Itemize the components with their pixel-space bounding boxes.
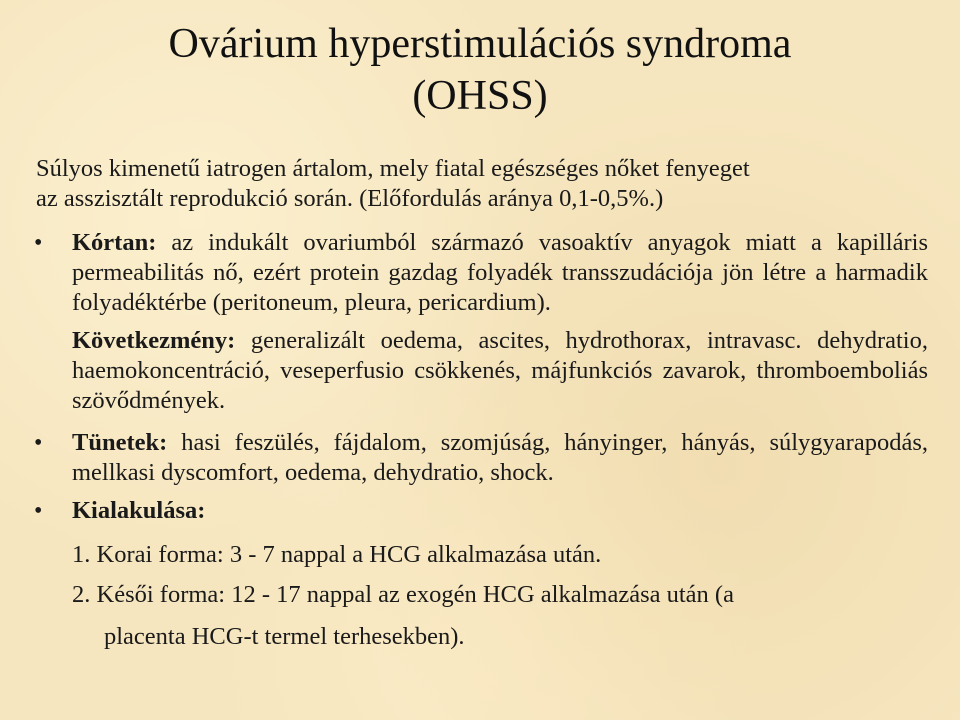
bullet-dot-icon: • [34, 230, 43, 256]
kortan-paragraph [72, 228, 928, 318]
intro-line-2: az asszisztált reprodukció során. (Előfordulás aránya 0,1-0,5%.) [36, 185, 664, 212]
bullet-kortan [32, 228, 928, 416]
tunetek-paragraph [72, 428, 928, 488]
form-item-2-continuation: placenta HCG-t termel terhesekben). [104, 623, 465, 650]
kortan-text: az indukált ovariumból származó vasoaktív anyagok miatt a kapilláris permeabilitás nő, ezért protein gazdag folyadék transszudációja jön létre a harmadik folyadéktérbe (peritoneum, pleura, pericardium). [72, 229, 928, 316]
bullet-tunetek [32, 428, 928, 488]
intro-line-1: Súlyos kimenetű iatrogen ártalom, mely fiatal egészséges nőket fenyeget [36, 155, 750, 182]
bullet-dot-icon: • [34, 430, 43, 456]
tunetek-label: Tünetek: [72, 429, 168, 456]
kovetkezmeny-paragraph [72, 326, 928, 416]
kortan-label: Kórtan: [72, 229, 157, 256]
intro-paragraph [32, 154, 928, 214]
form-item-2: 2. Késői forma: 12 - 17 nappal az exogén HCG alkalmazása után (a [72, 581, 734, 608]
kovetkezmeny-label: Következmény: [72, 327, 236, 354]
kovetkezmeny-text: generalizált oedema, ascites, hydrothorax, intravasc. dehydratio, haemokoncentráció, veseperfusio csökkenés, májfunkciós zavarok, thromboemboliás szövődmények. [72, 327, 928, 414]
title-line-2: (OHSS) [412, 73, 548, 119]
kialakulasa-label: Kialakulása: [72, 497, 206, 524]
bullet-kialakulasa [32, 496, 928, 526]
title-line-1: Ovárium hyperstimulációs syndroma [168, 21, 792, 67]
form-item-1: 1. Korai forma: 3 - 7 nappal a HCG alkalmazása után. [72, 541, 602, 568]
bullet-list [32, 228, 928, 526]
page-title [32, 0, 928, 122]
bullet-dot-icon: • [34, 498, 43, 524]
tunetek-text: hasi feszülés, fájdalom, szomjúság, hányinger, hányás, súlygyarapodás, mellkasi dyscomfort, oedema, dehydratio, shock. [72, 429, 928, 486]
